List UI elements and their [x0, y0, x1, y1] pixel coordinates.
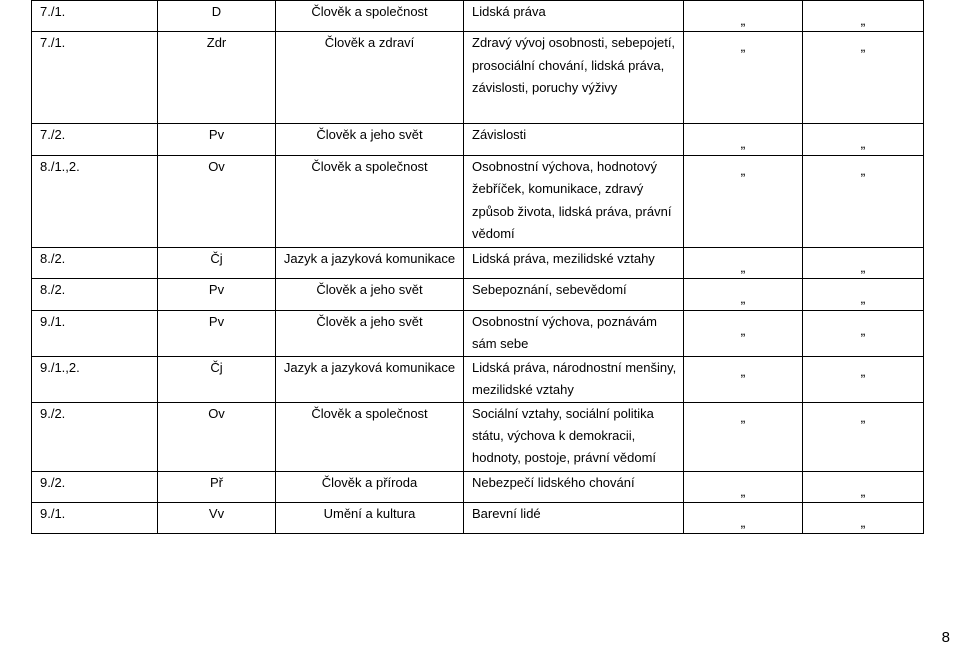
table-row [32, 402, 924, 471]
cell-col3: Člověk a jeho svět [276, 310, 464, 356]
cell-col3: Jazyk a jazyková komunikace [276, 356, 464, 402]
cell-col5 [684, 356, 803, 402]
page-number: 8 [941, 629, 950, 646]
cell-col5 [684, 279, 803, 310]
cell-col5 [684, 310, 803, 356]
cell-col4: Zdravý vývoj osobnosti, sebepojetí, prosociální chování, lidská práva, závislosti, poruchy výživy [464, 32, 684, 124]
cell-col2: Ov [158, 402, 276, 471]
ditto-mark: „ [740, 408, 746, 425]
table-row [32, 503, 924, 534]
cell-col6 [803, 247, 924, 278]
cell-col5 [684, 247, 803, 278]
ditto-mark: „ [860, 514, 866, 531]
cell-col5 [684, 471, 803, 502]
ditto-mark: „ [740, 258, 746, 275]
cell-col4: Sociální vztahy, sociální politika státu, výchova k demokracii, hodnoty, postoje, právní vědomí [464, 402, 684, 471]
ditto-mark: „ [860, 290, 866, 307]
cell-col3: Umění a kultura [276, 503, 464, 534]
cell-col2: Ov [158, 155, 276, 247]
ditto-mark: „ [740, 321, 746, 338]
cell-col3: Člověk a jeho svět [276, 124, 464, 155]
table-row [32, 247, 924, 278]
ditto-mark: „ [740, 514, 746, 531]
table-row [32, 356, 924, 402]
table-row [32, 124, 924, 155]
cell-col5 [684, 503, 803, 534]
cell-col3: Člověk a společnost [276, 402, 464, 471]
cell-col6 [803, 124, 924, 155]
cell-col6 [803, 1, 924, 32]
cell-col6 [803, 310, 924, 356]
cell-col5 [684, 402, 803, 471]
cell-col5 [684, 32, 803, 124]
ditto-mark: „ [860, 135, 866, 152]
cell-col5 [684, 124, 803, 155]
table-row [32, 471, 924, 502]
cell-col3: Člověk a společnost [276, 1, 464, 32]
cell-col6 [803, 471, 924, 502]
ditto-mark: „ [740, 161, 746, 178]
cell-col1: 7./1. [32, 32, 158, 124]
cell-col1: 9./1. [32, 503, 158, 534]
cell-col3: Člověk a společnost [276, 155, 464, 247]
cell-col6 [803, 279, 924, 310]
ditto-mark: „ [860, 12, 866, 28]
cell-col6 [803, 402, 924, 471]
cell-col4: Osobnostní výchova, hodnotový žebříček, komunikace, zdravý způsob života, lidská práva, právní vědomí [464, 155, 684, 247]
ditto-mark: „ [860, 38, 866, 55]
ditto-mark: „ [740, 290, 746, 307]
table-row [32, 1, 924, 32]
cell-col1: 9./1.,2. [32, 356, 158, 402]
cell-col4: Sebepoznání, sebevědomí [464, 279, 684, 310]
table-row [32, 310, 924, 356]
cell-col4: Barevní lidé [464, 503, 684, 534]
cell-col1: 8./2. [32, 247, 158, 278]
cell-col1: 7./2. [32, 124, 158, 155]
cell-col4: Závislosti [464, 124, 684, 155]
cell-col3: Člověk a zdraví [276, 32, 464, 124]
cell-col3: Jazyk a jazyková komunikace [276, 247, 464, 278]
cell-col1: 8./2. [32, 279, 158, 310]
cell-col2: Zdr [158, 32, 276, 124]
ditto-mark: „ [860, 258, 866, 275]
cell-col6 [803, 503, 924, 534]
cell-col2: Pv [158, 279, 276, 310]
ditto-mark: „ [740, 482, 746, 499]
cell-col2: Př [158, 471, 276, 502]
cell-col1: 9./2. [32, 471, 158, 502]
cell-col4: Lidská práva, národnostní menšiny, mezilidské vztahy [464, 356, 684, 402]
cell-col1: 7./1. [32, 1, 158, 32]
cell-col3: Člověk a příroda [276, 471, 464, 502]
table-row [32, 32, 924, 124]
table-row [32, 155, 924, 247]
cell-col4: Lidská práva, mezilidské vztahy [464, 247, 684, 278]
cell-col2: Čj [158, 247, 276, 278]
ditto-mark: „ [860, 161, 866, 178]
ditto-mark: „ [740, 12, 746, 28]
cell-col4: Osobnostní výchova, poznávám sám sebe [464, 310, 684, 356]
cell-col6 [803, 155, 924, 247]
cell-col3: Člověk a jeho svět [276, 279, 464, 310]
ditto-mark: „ [740, 362, 746, 379]
ditto-mark: „ [860, 362, 866, 379]
ditto-mark: „ [860, 482, 866, 499]
cell-col5 [684, 1, 803, 32]
cell-col2: Pv [158, 310, 276, 356]
cross-curricular-table [31, 0, 924, 534]
ditto-mark: „ [740, 135, 746, 152]
table-body [32, 1, 924, 534]
cell-col1: 9./1. [32, 310, 158, 356]
cell-col4: Lidská práva [464, 1, 684, 32]
cell-col2: Čj [158, 356, 276, 402]
cell-col4: Nebezpečí lidského chování [464, 471, 684, 502]
cell-col1: 8./1.,2. [32, 155, 158, 247]
cell-col1: 9./2. [32, 402, 158, 471]
table-row [32, 279, 924, 310]
cell-col6 [803, 356, 924, 402]
ditto-mark: „ [740, 38, 746, 55]
cell-col2: D [158, 1, 276, 32]
cell-col2: Pv [158, 124, 276, 155]
cell-col2: Vv [158, 503, 276, 534]
ditto-mark: „ [860, 408, 866, 425]
cell-col6 [803, 32, 924, 124]
cell-col5 [684, 155, 803, 247]
ditto-mark: „ [860, 321, 866, 338]
